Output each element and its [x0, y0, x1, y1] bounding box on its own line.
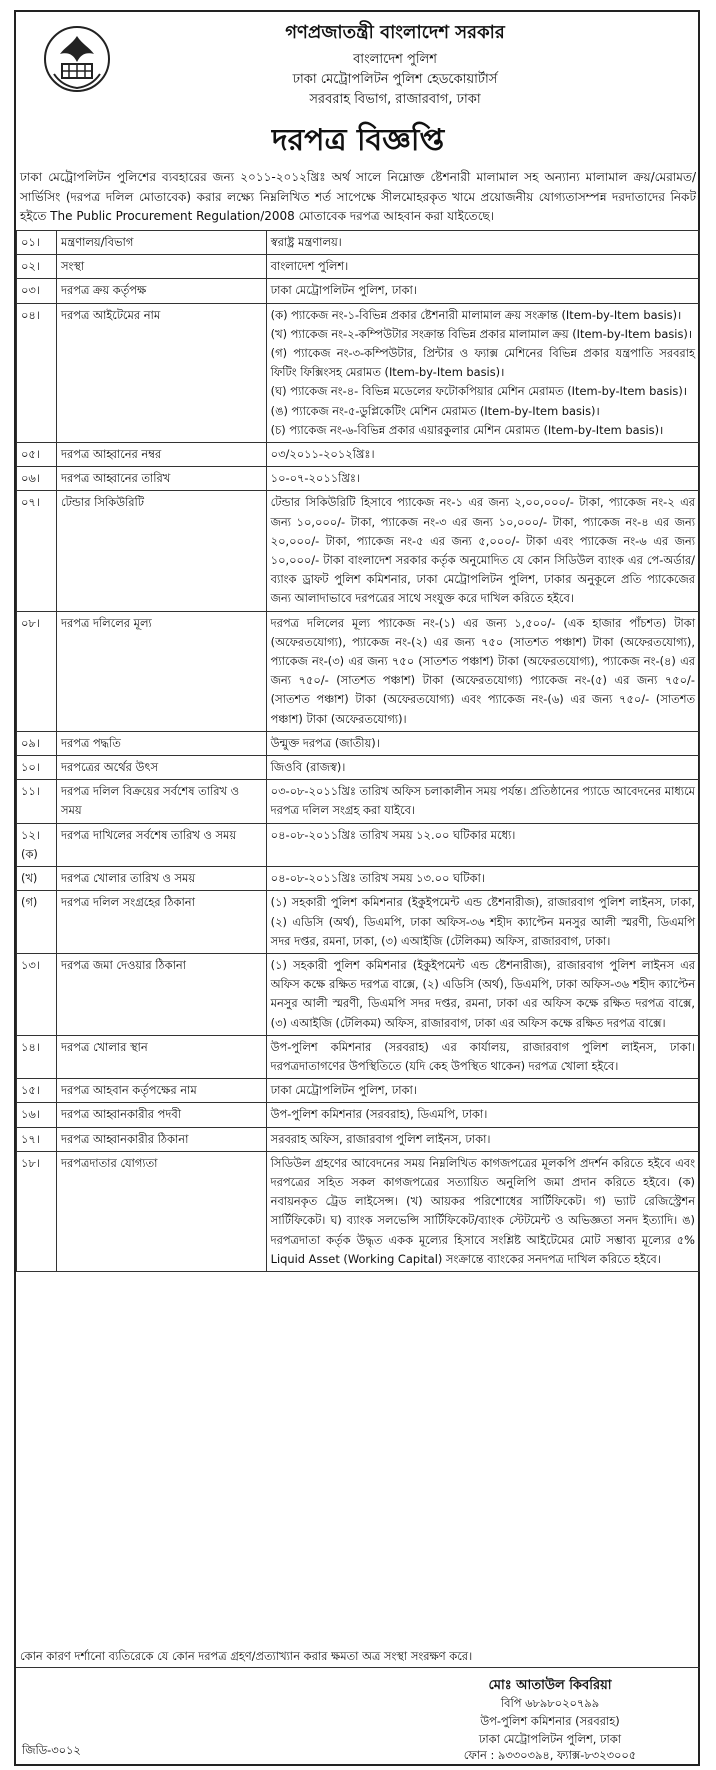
- signatory-office: ঢাকা মেট্রোপলিটন পুলিশ, ঢাকা: [478, 1732, 622, 1746]
- table-row: [17, 867, 700, 891]
- row-item: দরপত্র জমা দেওয়ার ঠিকানা: [56, 953, 266, 1035]
- table-row: [17, 467, 700, 491]
- row-item: দরপত্র আহ্বানের তারিখ: [56, 467, 266, 491]
- row-item: দরপত্র দলিল সংগ্রহের ঠিকানা: [56, 891, 266, 954]
- reservation-note: কোন কারণ দর্শানো ব্যতিরেকে যে কোন দরপত্র গ্রহণ/প্রত্যাখ্যান করার ক্ষমতা অত্র সংস্থা সংরক্ষণ করে।: [16, 1646, 700, 1668]
- row-number: ০৩।: [17, 279, 57, 303]
- row-value: (১) সহকারী পুলিশ কমিশনার (ইকুইপমেন্ট এন্ড ষ্টেশনারীজ), রাজারবাগ পুলিশ লাইনস এর অফিস কক্ষে রক্ষিত দরপত্র বাক্সে, (২) এডিসি (অর্থ), ডিএমপি, ঢাকা অফিস-৩৬ শহীদ ক্যাপ্টেন মনসুর আলী স্মরণী, ডিএমপি সদর দপ্তর, রমনা, ঢাকা এর অফিস কক্ষে রক্ষিত দরপত্র বাক্সে, (৩) এআইজি (টেলিকম) অফিস, রাজারবাগ, ঢাকা এর অফিস কক্ষে রক্ষিত দরপত্র বাক্সে।: [266, 953, 699, 1035]
- table-row: [17, 1127, 700, 1151]
- row-number: ১৭।: [17, 1127, 57, 1151]
- row-value: সরবরাহ অফিস, রাজারবাগ পুলিশ লাইনস, ঢাকা।: [266, 1127, 699, 1151]
- row-number: ১৪।: [17, 1035, 57, 1078]
- row-item: টেন্ডার সিকিউরিটি: [56, 491, 266, 611]
- row-number: ০৮।: [17, 611, 57, 731]
- row-item: দরপত্র দলিল বিক্রয়ের সর্বশেষ তারিখ ও সময়: [56, 780, 266, 823]
- row-number: (খ): [17, 867, 57, 891]
- row-item: দরপত্র আহ্বানের নম্বর: [56, 443, 266, 467]
- row-number: ১৬।: [17, 1103, 57, 1127]
- row-value: উপ-পুলিশ কমিশনার (সরবরাহ), ডিএমপি, ঢাকা।: [266, 1103, 699, 1127]
- department-address: সরবরাহ বিভাগ, রাজারবাগ, ঢাকা: [309, 92, 481, 107]
- row-item: দরপত্র আইটেমের নাম: [56, 303, 266, 442]
- table-row: [17, 443, 700, 467]
- row-number: ০৬।: [17, 467, 57, 491]
- row-number: ১৮।: [17, 1151, 57, 1271]
- row-item: দরপত্র দলিলের মূল্য: [56, 611, 266, 731]
- row-number: ০১।: [17, 231, 57, 255]
- government-title: গণপ্রজাতন্ত্রী বাংলাদেশ সরকার: [285, 22, 505, 43]
- signatory-designation: উপ-পুলিশ কমিশনার (সরবরাহ): [480, 1714, 620, 1728]
- row-item: দরপত্র আহ্বানকারীর ঠিকানা: [56, 1127, 266, 1151]
- row-item: দরপত্রদাতার যোগ্যতা: [56, 1151, 266, 1271]
- org-name: বাংলাদেশ পুলিশ: [353, 52, 437, 67]
- government-emblem-icon: [42, 24, 112, 94]
- row-value: ঢাকা মেট্রোপলিটন পুলিশ, ঢাকা।: [266, 1079, 699, 1103]
- tender-spec-table: [16, 230, 700, 1272]
- signatory-bp: বিপি ৬৮৯৮০২০৭৯৯: [500, 1696, 600, 1710]
- notice-title: দরপত্র বিজ্ঞপ্তি: [271, 123, 445, 158]
- table-row: [17, 231, 700, 255]
- row-number: ০২।: [17, 255, 57, 279]
- row-value: উপ-পুলিশ কমিশনার (সরবরাহ) এর কার্যালয়, রাজারবাগ পুলিশ লাইনস, ঢাকা। দরপত্রদাতাগণের উপস্থিতিতে (যদি কেহ উপস্থিত থাকেন) দরপত্র খোলা হইবে।: [266, 1035, 699, 1078]
- row-value: ০৪-০৮-২০১১খ্রিঃ তারিখ সময় ১৩.০০ ঘটিকা।: [266, 867, 699, 891]
- table-row: [17, 823, 700, 866]
- row-number: ১৫।: [17, 1079, 57, 1103]
- row-value: (১) সহকারী পুলিশ কমিশনার (ইকুইপমেন্ট এন্ড ষ্টেশনারীজ), রাজারবাগ পুলিশ লাইনস, ঢাকা, (২) এডিসি (অর্থ), ডিএমপি, ঢাকা অফিস-৩৬ শহীদ ক্যাপ্টেন মনসুর আলী স্মরণী, ডিএমপি সদর দপ্তর, রমনা, ঢাকা, (৩) এআইজি (টেলিকম) অফিস, রাজারবাগ, ঢাকা।: [266, 891, 699, 954]
- row-number: (গ): [17, 891, 57, 954]
- table-row: [17, 1103, 700, 1127]
- row-item: দরপত্র পদ্ধতি: [56, 731, 266, 755]
- row-item: দরপত্র খোলার তারিখ ও সময়: [56, 867, 266, 891]
- row-number: ১০।: [17, 756, 57, 780]
- row-item: দরপত্রের অর্থের উৎস: [56, 756, 266, 780]
- table-row: [17, 255, 700, 279]
- row-item: সংস্থা: [56, 255, 266, 279]
- row-item: দরপত্র আহ্বানকারীর পদবী: [56, 1103, 266, 1127]
- row-number: ১১।: [17, 780, 57, 823]
- hq-name: ঢাকা মেট্রোপলিটন পুলিশ হেডকোয়ার্টার্স: [292, 72, 498, 87]
- signatory-contact: ফোন : ৯৩৩০৩৯৪, ফ্যাক্স-৮৩২৩০০৫: [463, 1748, 637, 1762]
- signatory-name: মোঃ আতাউল কিবরিয়া: [488, 1678, 612, 1693]
- table-row: [17, 780, 700, 823]
- row-value: (ক) প্যাকেজ নং-১-বিভিন্ন প্রকার ষ্টেশনারী মালামাল ক্রয় সংক্রান্ত (Item-by-Item basis)। (খ) প্যাকেজ নং-২-কম্পিউটার সংক্রান্ত বিভিন্ন প্রকার মালামাল ক্রয় (Item-by-Item basis)। (গ) প্যাকেজ নং-৩-কম্পিউটার, প্রিন্টার ও ফ্যাক্স মেশিনের বিভিন্ন প্রকার যন্ত্রপাতি সরবরাহ ফিটিং ফিক্সিংসহ মেরামত (Item-by-Item basis)। (ঘ) প্যাকেজ নং-৪- বিভিন্ন মডেলের ফটোকপিয়ার মেশিন মেরামত (Item-by-Item basis)। (ঙ) প্যাকেজ নং-৫-ডুপ্লিকেটিং মেশিন মেরামত (Item-by-Item basis)। (চ) প্যাকেজ নং-৬-বিভিন্ন প্রকার এয়ারকুলার মেশিন মেরামত (Item-by-Item basis)।: [266, 303, 699, 442]
- row-item: দরপত্র দাখিলের সর্বশেষ তারিখ ও সময়: [56, 823, 266, 866]
- table-row: [17, 491, 700, 611]
- row-number: ০৭।: [17, 491, 57, 611]
- table-row: [17, 731, 700, 755]
- row-value: দরপত্র দলিলের মূল্য প্যাকেজ নং-(১) এর জন্য ১,৫০০/- (এক হাজার পাঁচশত) টাকা (অফেরতযোগ্য), প্যাকেজ নং-(২) এর জন্য ৭৫০ (সাতশত পঞ্চাশ) টাকা (অফেরতযোগ্য), প্যাকেজ নং-(৩) এর জন্য ৭৫০ (সাতশত পঞ্চাশ) টাকা (অফেরতযোগ্য), প্যাকেজ নং-(৪) এর জন্য ৭৫০/- (সাতশত পঞ্চাশ) টাকা (অফেরতযোগ্য) প্যাকেজ নং-(৫) এর জন্য ৭৫০/- (সাতশত পঞ্চাশ) টাকা (অফেরতযোগ্য) এবং প্যাকেজ নং-(৬) এর জন্য ৭৫০/- (সাতশত পঞ্চাশ) টাকা (অফেরতযোগ্য)।: [266, 611, 699, 731]
- row-value: ঢাকা মেট্রোপলিটন পুলিশ, ঢাকা।: [266, 279, 699, 303]
- table-row: [17, 1035, 700, 1078]
- row-number: ০৪।: [17, 303, 57, 442]
- table-row: [17, 279, 700, 303]
- row-value: উন্মুক্ত দরপত্র (জাতীয়)।: [266, 731, 699, 755]
- table-row: [17, 953, 700, 1035]
- row-value: ০৪-০৮-২০১১খ্রিঃ তারিখ সময় ১২.০০ ঘটিকার মধ্যে।: [266, 823, 699, 866]
- row-number: ০৯।: [17, 731, 57, 755]
- row-value: জিওবি (রাজস্ব)।: [266, 756, 699, 780]
- table-row: [17, 611, 700, 731]
- row-value: টেন্ডার সিকিউরিটি হিসাবে প্যাকেজ নং-১ এর জন্য ২,০০,০০০/- টাকা, প্যাকেজ নং-২ এর জন্য ১০,০০০/- টাকা, প্যাকেজ নং-৩ এর জন্য ১০,০০০/- টাকা, প্যাকেজ নং-৪ এর জন্য ২০,০০০/- টাকা, প্যাকেজ নং-৫ এর জন্য ৫,০০০/- টাকা এবং প্যাকেজ নং-৬ এর জন্য ১০,০০০/- টাকা বাংলাদেশ সরকার কর্তৃক অনুমোদিত যে কোন সিডিউল ব্যাংক এর পে-অর্ডার/ব্যাংক ড্রাফট পুলিশ কমিশনার, ঢাকা মেট্রোপলিটন পুলিশ, ঢাকার অনুকূলে প্রতি প্যাকেজের জন্য আলাদাভাবে দরপত্রের সাথে সংযুক্ত করে দাখিল করিতে হইবে।: [266, 491, 699, 611]
- row-number: ১২। (ক): [17, 823, 57, 866]
- row-number: ১৩।: [17, 953, 57, 1035]
- row-value: সিডিউল গ্রহণের আবেদনের সময় নিম্নলিখিত কাগজপত্রের মূলকপি প্রদর্শন করিতে হইবে এবং দরপত্রের সহিত সকল কাগজপত্রের সত্যায়িত অনুলিপি জমা প্রদান করিতে হইবে। (ক) নবায়নকৃত ট্রেড লাইসেন্স। (খ) আয়কর পরিশোধের সার্টিফিকেট। গ) ভ্যাট রেজিস্ট্রেশন সার্টিফিকেট। ঘ) ব্যাংক সলভেন্সি সার্টিফিকেট/ব্যাংক স্টেটমেন্ট ও অভিজ্ঞতা সনদ ইত্যাদি। ঙ) দরপত্রদাতা কর্তৃক উদ্ধৃত একক মূল্যের হিসাবে সংশ্লিষ্ট আইটেমের মোট সম্ভাব্য মূল্যের ৫% Liquid Asset (Working Capital) সংক্রান্তে ব্যাংকের সনদপত্র দাখিল করিতে হইবে।: [266, 1151, 699, 1271]
- row-value: বাংলাদেশ পুলিশ।: [266, 255, 699, 279]
- table-row: [17, 756, 700, 780]
- row-item: দরপত্র ক্রয় কর্তৃপক্ষ: [56, 279, 266, 303]
- table-row: [17, 303, 700, 442]
- document-id: জিডি-৩০১২: [22, 1743, 81, 1757]
- table-row: [17, 1079, 700, 1103]
- row-value: ০৩/২০১১-২০১২খ্রিঃ।: [266, 443, 699, 467]
- table-row: [17, 1151, 700, 1271]
- row-value: স্বরাষ্ট্র মন্ত্রণালয়।: [266, 231, 699, 255]
- intro-paragraph: ঢাকা মেট্রোপলিটন পুলিশের ব্যবহারের জন্য ২০১১-২০১২খ্রিঃ অর্থ সালে নিম্নোক্ত ষ্টেশনারী মালামাল সহ অন্যান্য মালামাল ক্রয়/মেরামত/সার্ভিসিং (দরপত্র দলিল মোতাবেক) করার লক্ষ্যে নিম্নলিখিত শর্ত সাপেক্ষে সীলমোহরকৃত খামে প্রয়োজনীয় যোগ্যতাসম্পন্ন দরদাতাদের নিকট হইতে The Public Procurement Regulation/2008 মোতাবেক দরপত্র আহবান করা যাইতেছে।: [20, 170, 696, 223]
- row-item: দরপত্র আহবান কর্তৃপক্ষের নাম: [56, 1079, 266, 1103]
- row-item: দরপত্র খোলার স্থান: [56, 1035, 266, 1078]
- row-number: ০৫।: [17, 443, 57, 467]
- table-row: [17, 891, 700, 954]
- row-value: ১০-০৭-২০১১খ্রিঃ।: [266, 467, 699, 491]
- row-item: মন্ত্রণালয়/বিভাগ: [56, 231, 266, 255]
- row-value: ০৩-০৮-২০১১খ্রিঃ তারিখ অফিস চলাকালীন সময় পর্যন্ত। প্রতিষ্ঠানের প্যাডে আবেদনের মাধ্যমে দরপত্র দলিল সংগ্রহ করা যাইবে।: [266, 780, 699, 823]
